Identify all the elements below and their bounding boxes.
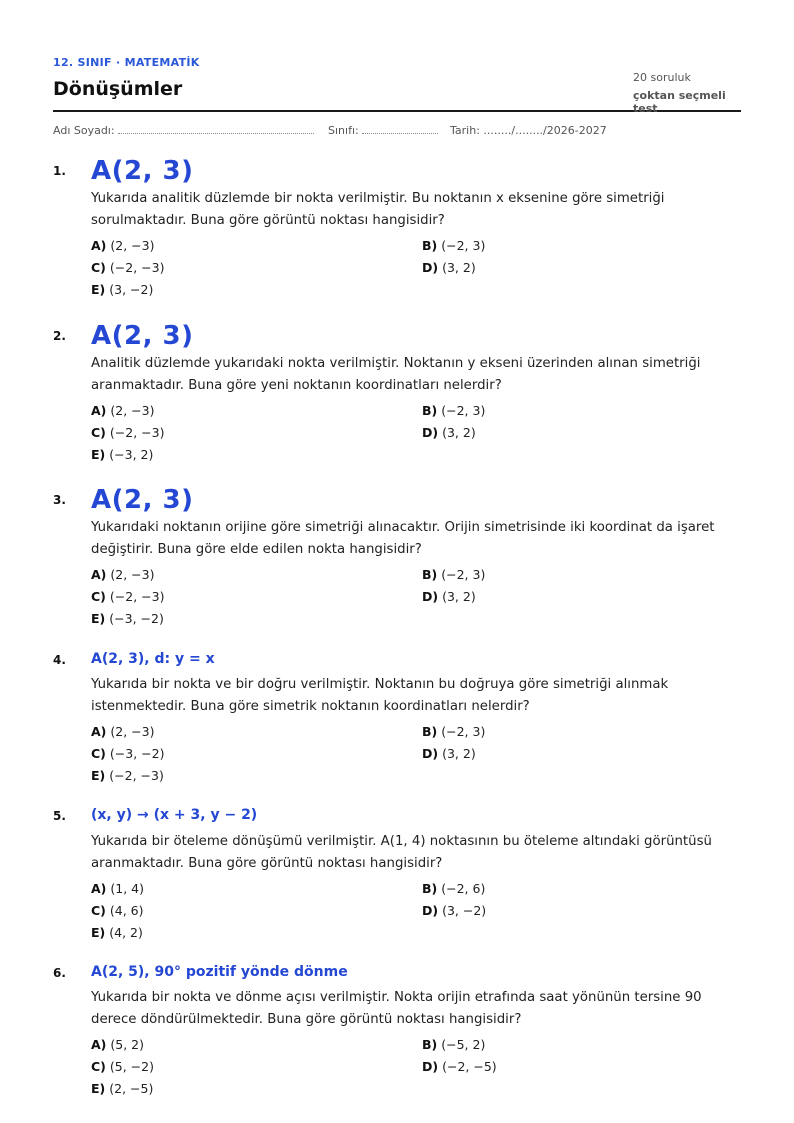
option-letter: D) — [422, 1059, 439, 1074]
option-c[interactable] — [91, 746, 164, 761]
option-letter: C) — [91, 260, 106, 275]
question-count: 20 soruluk — [633, 71, 691, 84]
option-value: (1, 4) — [110, 881, 144, 896]
option-e[interactable] — [91, 768, 164, 783]
question-text: Yukarıda bir nokta ve dönme açısı verilmiştir. Nokta orijin etrafında saat yönünün tersine 90 derece döndürülmektedir. Buna göre görüntü noktası hangisidir? — [91, 990, 702, 1027]
option-value: (−2, −5) — [442, 1059, 497, 1074]
test-kind: çoktan seçmeli test — [633, 89, 726, 115]
option-letter: A) — [91, 724, 107, 739]
question-number: 5. — [53, 809, 66, 823]
option-letter: E) — [91, 1081, 106, 1096]
option-letter: B) — [422, 1037, 438, 1052]
question-expression: A(2, 3) — [91, 321, 194, 351]
option-value: (3, 2) — [442, 589, 476, 604]
question-number: 3. — [53, 493, 66, 507]
date-label: Tarih: — [450, 124, 480, 137]
option-value: (4, 2) — [109, 925, 143, 940]
option-value: (2, −3) — [110, 238, 155, 253]
option-c[interactable] — [91, 903, 144, 918]
option-value: (−2, 3) — [441, 567, 486, 582]
option-value: (−2, 6) — [441, 881, 486, 896]
option-letter: B) — [422, 881, 438, 896]
grade-subject-label: 12. SINIF · MATEMATİK — [53, 56, 200, 69]
option-value: (−2, 3) — [441, 724, 486, 739]
option-d[interactable] — [422, 260, 476, 275]
date-field[interactable] — [450, 124, 607, 137]
option-value: (3, 2) — [442, 746, 476, 761]
class-label: Sınıfı: — [328, 124, 359, 137]
option-letter: E) — [91, 282, 106, 297]
option-value: (−3, 2) — [109, 447, 154, 462]
name-blank[interactable] — [118, 124, 314, 134]
question-text: Yukarıda bir nokta ve bir doğru verilmiştir. Noktanın bu doğruya göre simetriği alınmak istenmektedir. Buna göre simetrik noktanın koordinatları nelerdir? — [91, 677, 669, 714]
option-a[interactable] — [91, 724, 154, 739]
class-blank[interactable] — [362, 124, 438, 134]
worksheet-page — [53, 0, 741, 1096]
option-c[interactable] — [91, 425, 164, 440]
date-value: ......../......../2026-2027 — [483, 124, 607, 137]
option-c[interactable] — [91, 260, 164, 275]
question-text: Yukarıda bir öteleme dönüşümü verilmiştir. A(1, 4) noktasının bu öteleme altındaki görüntüsü aranmaktadır. Buna göre görüntü noktası hangisidir? — [91, 834, 712, 871]
option-letter: A) — [91, 567, 107, 582]
name-label: Adı Soyadı: — [53, 124, 115, 137]
question-number: 6. — [53, 966, 66, 980]
option-letter: D) — [422, 260, 439, 275]
question-expression: A(2, 3), d: y = x — [91, 651, 215, 667]
option-value: (3, −2) — [442, 903, 487, 918]
option-letter: C) — [91, 425, 106, 440]
option-value: (−2, −3) — [109, 425, 165, 440]
question-number: 2. — [53, 329, 66, 343]
option-letter: C) — [91, 746, 106, 761]
option-c[interactable] — [91, 1059, 154, 1074]
option-value: (2, −3) — [110, 724, 155, 739]
student-fields — [53, 124, 741, 140]
option-d[interactable] — [422, 425, 476, 440]
option-letter: A) — [91, 403, 107, 418]
option-letter: E) — [91, 447, 106, 462]
option-value: (−5, 2) — [441, 1037, 486, 1052]
option-letter: B) — [422, 403, 438, 418]
option-letter: C) — [91, 903, 106, 918]
option-letter: A) — [91, 881, 107, 896]
name-field[interactable] — [53, 124, 314, 137]
option-d[interactable] — [422, 1059, 497, 1074]
option-value: (4, 6) — [109, 903, 144, 918]
option-letter: D) — [422, 425, 439, 440]
option-d[interactable] — [422, 746, 476, 761]
question-text: Yukarıda analitik düzlemde bir nokta verilmiştir. Bu noktanın x eksenine göre simetriği sorulmaktadır. Buna göre görüntü noktası hangisidir? — [91, 191, 665, 228]
option-value: (−2, 3) — [441, 403, 486, 418]
option-b[interactable] — [422, 567, 485, 582]
option-a[interactable] — [91, 403, 154, 418]
option-letter: D) — [422, 589, 439, 604]
question-expression: (x, y) → (x + 3, y − 2) — [91, 807, 258, 823]
option-value: (−2, −3) — [109, 589, 165, 604]
question-text: Analitik düzlemde yukarıdaki nokta verilmiştir. Noktanın y ekseni üzerinden alınan simetriği aranmaktadır. Buna göre yeni noktanın koordinatları nelerdir? — [91, 356, 701, 393]
option-b[interactable] — [422, 403, 485, 418]
option-b[interactable] — [422, 238, 485, 253]
option-e[interactable] — [91, 925, 143, 940]
option-letter: B) — [422, 238, 438, 253]
option-value: (−3, −2) — [109, 611, 164, 626]
option-value: (−2, −3) — [109, 260, 165, 275]
question-expression: A(2, 5), 90° pozitif yönde dönme — [91, 964, 348, 980]
test-meta — [633, 71, 741, 115]
option-letter: C) — [91, 589, 106, 604]
option-value: (2, −5) — [109, 1081, 154, 1096]
option-d[interactable] — [422, 589, 476, 604]
option-value: (2, −3) — [110, 403, 155, 418]
option-value: (5, 2) — [110, 1037, 144, 1052]
option-value: (3, 2) — [442, 425, 476, 440]
option-letter: B) — [422, 567, 438, 582]
option-letter: D) — [422, 903, 439, 918]
option-letter: A) — [91, 238, 107, 253]
option-letter: B) — [422, 724, 438, 739]
option-b[interactable] — [422, 1037, 485, 1052]
option-value: (2, −3) — [110, 567, 155, 582]
question-text: Yukarıdaki noktanın orijine göre simetriği alınacaktır. Orijin simetrisinde iki koordinat da işaret değiştirir. Buna göre elde edilen nokta hangisidir? — [91, 520, 715, 557]
option-d[interactable] — [422, 903, 486, 918]
option-letter: C) — [91, 1059, 106, 1074]
option-e[interactable] — [91, 1081, 153, 1096]
question-number: 1. — [53, 164, 66, 178]
option-c[interactable] — [91, 589, 164, 604]
option-e[interactable] — [91, 447, 153, 462]
option-letter: E) — [91, 768, 106, 783]
question-expression: A(2, 3) — [91, 156, 194, 186]
option-e[interactable] — [91, 611, 164, 626]
option-value: (−2, −3) — [109, 768, 164, 783]
class-field[interactable] — [328, 124, 438, 137]
option-e[interactable] — [91, 282, 153, 297]
option-letter: E) — [91, 611, 106, 626]
question-expression: A(2, 3) — [91, 485, 194, 515]
option-b[interactable] — [422, 881, 485, 896]
worksheet-header — [53, 0, 741, 115]
question-number: 4. — [53, 653, 66, 667]
option-value: (−2, 3) — [441, 238, 486, 253]
option-b[interactable] — [422, 724, 485, 739]
option-a[interactable] — [91, 567, 154, 582]
option-value: (−3, −2) — [109, 746, 165, 761]
option-letter: E) — [91, 925, 106, 940]
option-value: (3, 2) — [442, 260, 476, 275]
option-value: (3, −2) — [109, 282, 154, 297]
page-title: Dönüşümler — [53, 78, 183, 100]
option-a[interactable] — [91, 881, 144, 896]
option-value: (5, −2) — [109, 1059, 154, 1074]
option-letter: D) — [422, 746, 439, 761]
option-a[interactable] — [91, 1037, 144, 1052]
option-a[interactable] — [91, 238, 154, 253]
option-letter: A) — [91, 1037, 107, 1052]
